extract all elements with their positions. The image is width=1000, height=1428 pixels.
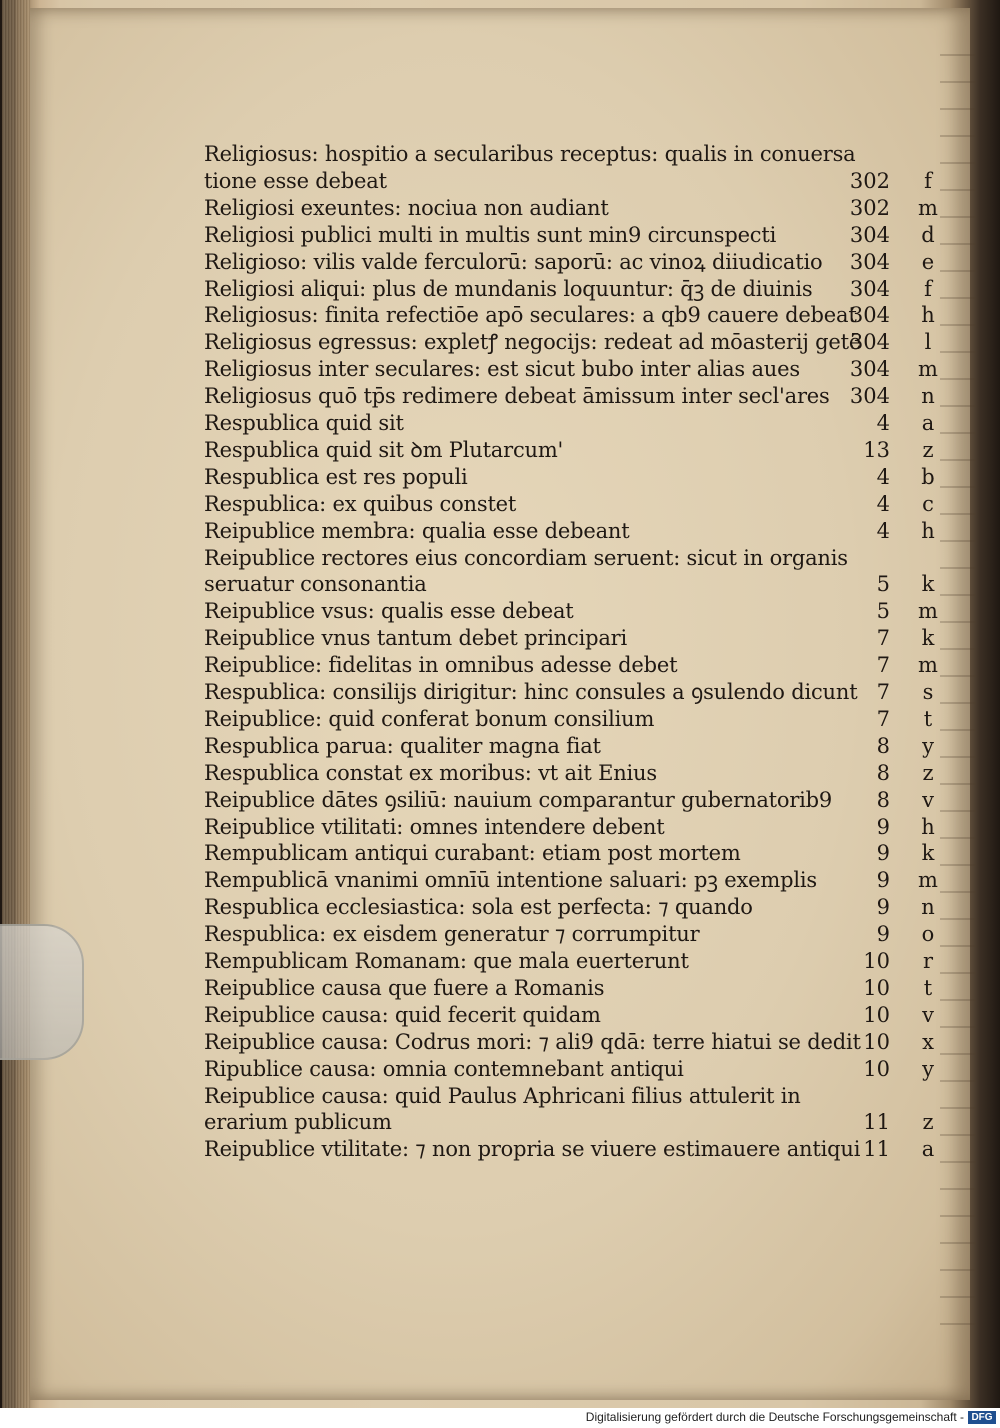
entry-column-letter: v	[922, 787, 934, 812]
entry-page-number: 8	[876, 733, 890, 758]
entry-page-number: 9	[876, 922, 890, 947]
entry-text: Religiosus: hospitio a secularibus receptus: qualis in conuersa	[204, 142, 856, 166]
index-entry	[0, 974, 1000, 1002]
entry-text: Religiosus egressus: expletꝭ negocijs: redeat ad mōasterij getē	[204, 330, 862, 355]
index-entry	[0, 1135, 1000, 1163]
entry-text: Religiosi publici multi in multis sunt min9 circunspecti	[204, 222, 777, 247]
index-entry	[0, 490, 1000, 518]
entry-page-number: 8	[876, 760, 890, 785]
entry-column-letter: z	[922, 437, 934, 462]
index-entry	[0, 301, 1000, 329]
entry-page-number: 7	[876, 626, 890, 651]
entry-column-letter: t	[923, 975, 933, 1000]
entry-column-letter: c	[922, 491, 934, 516]
entry-text: Religiosus quō tp̄s redimere debeat āmissum inter secl'ares	[204, 384, 830, 409]
entry-text: Respublica ecclesiastica: sola est perfecta: ⁊ quando	[204, 895, 753, 920]
entry-column-letter: l	[924, 330, 932, 355]
entry-page-number: 13	[863, 437, 890, 462]
index-entry	[0, 275, 1000, 303]
entry-text: Reipublice vsus: qualis esse debeat	[204, 599, 574, 624]
index-entry	[0, 866, 1000, 894]
entry-page-number: 4	[876, 518, 890, 543]
entry-column-letter: z	[922, 760, 934, 785]
entry-text: erarium publicum	[204, 1110, 392, 1135]
index-entry	[0, 786, 1000, 814]
entry-text: Respublica quid sit	[204, 411, 404, 435]
entry-page-number: 9	[876, 841, 890, 866]
entry-page-number: 304	[849, 222, 890, 247]
entry-text: Respublica quid sit ꝺm Plutarcum'	[204, 437, 564, 462]
entry-column-letter: y	[922, 733, 934, 758]
entry-column-letter: v	[922, 1002, 934, 1027]
index-entry	[0, 1055, 1000, 1083]
index-entry	[0, 1108, 1000, 1136]
entry-page-number: 9	[876, 868, 890, 893]
entry-column-letter: a	[921, 411, 935, 435]
entry-page-number: 10	[863, 949, 890, 973]
index-entry	[0, 167, 1000, 195]
entry-column-letter: t	[923, 706, 933, 731]
index-entry	[0, 140, 1000, 168]
entry-column-letter: b	[921, 464, 935, 489]
entry-text: Reipublice vnus tantum debet principari	[204, 626, 628, 651]
index-entry	[0, 517, 1000, 545]
entry-text: Respublica: consilijs dirigitur: hinc consules a ꝯsulendo dicunt	[204, 680, 858, 704]
index-entry	[0, 893, 1000, 921]
index-entry	[0, 248, 1000, 276]
entry-page-number: 5	[876, 599, 890, 624]
entry-text: Reipublice membra: qualia esse debeant	[204, 518, 630, 543]
entry-text: Respublica parua: qualiter magna fiat	[204, 733, 601, 758]
entry-text: Reipublice: fidelitas in omnibus adesse debet	[204, 653, 678, 678]
entry-text: Religiosi exeuntes: nociua non audiant	[204, 195, 609, 220]
entry-text: Reipublice causa que fuere a Romanis	[204, 975, 605, 1000]
entry-column-letter: y	[922, 1056, 934, 1081]
entry-page-number: 304	[849, 384, 890, 409]
index-entry	[0, 1082, 1000, 1110]
entry-column-letter: m	[918, 868, 938, 893]
entry-column-letter: k	[921, 626, 935, 651]
entry-text: Respublica est res populi	[204, 464, 468, 489]
entry-page-number: 304	[849, 276, 890, 301]
entry-text: Reipublice dātes ꝯsiliū: nauium comparantur gubernatorib9	[204, 787, 833, 812]
index-entry	[0, 624, 1000, 652]
entry-text: Respublica constat ex moribus: vt ait Enius	[204, 760, 657, 785]
entry-text: Religiosus: finita refectiōe apō seculares: a qb9 cauere debeat	[204, 303, 857, 328]
entry-text: Reipublice causa: quid fecerit quidam	[204, 1002, 601, 1027]
entry-column-letter: h	[921, 814, 935, 839]
entry-page-number: 302	[849, 168, 890, 193]
index-entry	[0, 328, 1000, 356]
index-entry	[0, 194, 1000, 222]
entry-column-letter: k	[921, 572, 935, 597]
entry-page-number: 304	[849, 303, 890, 328]
index-entry	[0, 221, 1000, 249]
footer-bar	[0, 1408, 1000, 1428]
entry-page-number: 7	[876, 706, 890, 731]
entry-text: Respublica: ex eisdem generatur ⁊ corrumpitur	[204, 922, 700, 947]
entry-column-letter: d	[921, 222, 935, 247]
entry-page-number: 7	[876, 653, 890, 678]
entry-text: Respublica: ex quibus constet	[204, 491, 517, 516]
entry-column-letter: r	[922, 949, 934, 973]
entry-page-number: 302	[849, 195, 890, 220]
entry-page-number: 8	[876, 787, 890, 812]
entry-column-letter: n	[921, 895, 935, 920]
index-entry	[0, 463, 1000, 491]
entry-page-number: 11	[863, 1137, 890, 1162]
entry-text: Religiosi aliqui: plus de mundanis loquuntur: q̄ꝫ de diuinis	[204, 276, 813, 301]
entry-column-letter: m	[918, 653, 938, 678]
entry-text: Rempublicam Romanam: que mala euerterunt	[204, 949, 689, 973]
entry-text: Rempublicā vnanimi omnīū intentione saluari: pꝫ exemplis	[204, 868, 817, 893]
entry-page-number: 10	[863, 1002, 890, 1027]
index-entry	[0, 813, 1000, 841]
entry-text: Reipublice causa: quid Paulus Aphricani filius attulerit in	[204, 1083, 801, 1108]
index-entry	[0, 705, 1000, 733]
entry-column-letter: m	[918, 599, 938, 624]
entry-page-number: 4	[876, 491, 890, 516]
entry-text: Reipublice: quid conferat bonum consilium	[204, 706, 655, 731]
entry-column-letter: s	[922, 680, 934, 704]
index-entry	[0, 678, 1000, 706]
entry-page-number: 5	[876, 572, 890, 597]
index-entry	[0, 651, 1000, 679]
index-entry	[0, 1028, 1000, 1056]
index-entry	[0, 355, 1000, 383]
index-entry	[0, 409, 1000, 437]
entry-text: Ripublice causa: omnia contemnebant antiqui	[204, 1056, 684, 1081]
entry-page-number: 304	[849, 249, 890, 274]
entry-page-number: 10	[863, 1056, 890, 1081]
entry-column-letter: m	[918, 195, 938, 220]
funding-credit: Digitalisierung gefördert durch die Deutsche Forschungsgemeinschaft -	[585, 1410, 964, 1424]
entry-column-letter: m	[918, 357, 938, 382]
entry-page-number: 9	[876, 895, 890, 920]
entry-column-letter: h	[921, 303, 935, 328]
entry-text: Reipublice causa: Codrus mori: ⁊ ali9 qdā: terre hiatui se dedit	[204, 1029, 861, 1054]
index-entry	[0, 759, 1000, 787]
entry-page-number: 304	[849, 357, 890, 382]
entry-text: Religioso: vilis valde ferculorū: saporū: ac vinoꝝ diiudicatio	[204, 249, 823, 274]
index-entry	[0, 732, 1000, 760]
entry-column-letter: a	[921, 1137, 935, 1162]
dfg-logo: DFG	[968, 1411, 996, 1424]
entry-page-number: 304	[849, 330, 890, 355]
index-entry	[0, 382, 1000, 410]
entry-text: Religiosus inter seculares: est sicut bubo inter alias aues	[204, 357, 800, 382]
entry-page-number: 4	[876, 411, 890, 435]
entry-text: Reipublice rectores eius concordiam seruent: sicut in organis	[204, 545, 848, 570]
entry-column-letter: x	[922, 1029, 934, 1054]
entry-column-letter: h	[921, 518, 935, 543]
entry-page-number: 11	[863, 1110, 890, 1135]
entry-column-letter: e	[921, 249, 935, 274]
entry-page-number: 10	[863, 975, 890, 1000]
entry-text: Reipublice vtilitate: ⁊ non propria se viuere estimauere antiqui	[204, 1137, 861, 1162]
entry-page-number: 7	[876, 680, 890, 704]
entry-text: seruatur consonantia	[204, 572, 427, 597]
entry-column-letter: z	[922, 1110, 934, 1135]
index-entry	[0, 570, 1000, 598]
index-entry	[0, 597, 1000, 625]
entry-text: Rempublicam antiqui curabant: etiam post mortem	[204, 841, 741, 866]
index-entry	[0, 1001, 1000, 1029]
entry-column-letter: f	[924, 168, 932, 193]
entry-text: tione esse debeat	[204, 168, 387, 193]
index-entry	[0, 436, 1000, 464]
entry-page-number: 4	[876, 464, 890, 489]
index-entry	[0, 544, 1000, 572]
entry-column-letter: f	[924, 276, 932, 301]
entry-text: Reipublice vtilitati: omnes intendere debent	[204, 814, 665, 839]
index-entry	[0, 947, 1000, 975]
index-entry	[0, 920, 1000, 948]
index-entry	[0, 839, 1000, 867]
entry-column-letter: k	[921, 841, 935, 866]
entry-column-letter: o	[921, 922, 935, 947]
entry-page-number: 9	[876, 814, 890, 839]
entry-column-letter: n	[921, 384, 935, 409]
entry-page-number: 10	[863, 1029, 890, 1054]
